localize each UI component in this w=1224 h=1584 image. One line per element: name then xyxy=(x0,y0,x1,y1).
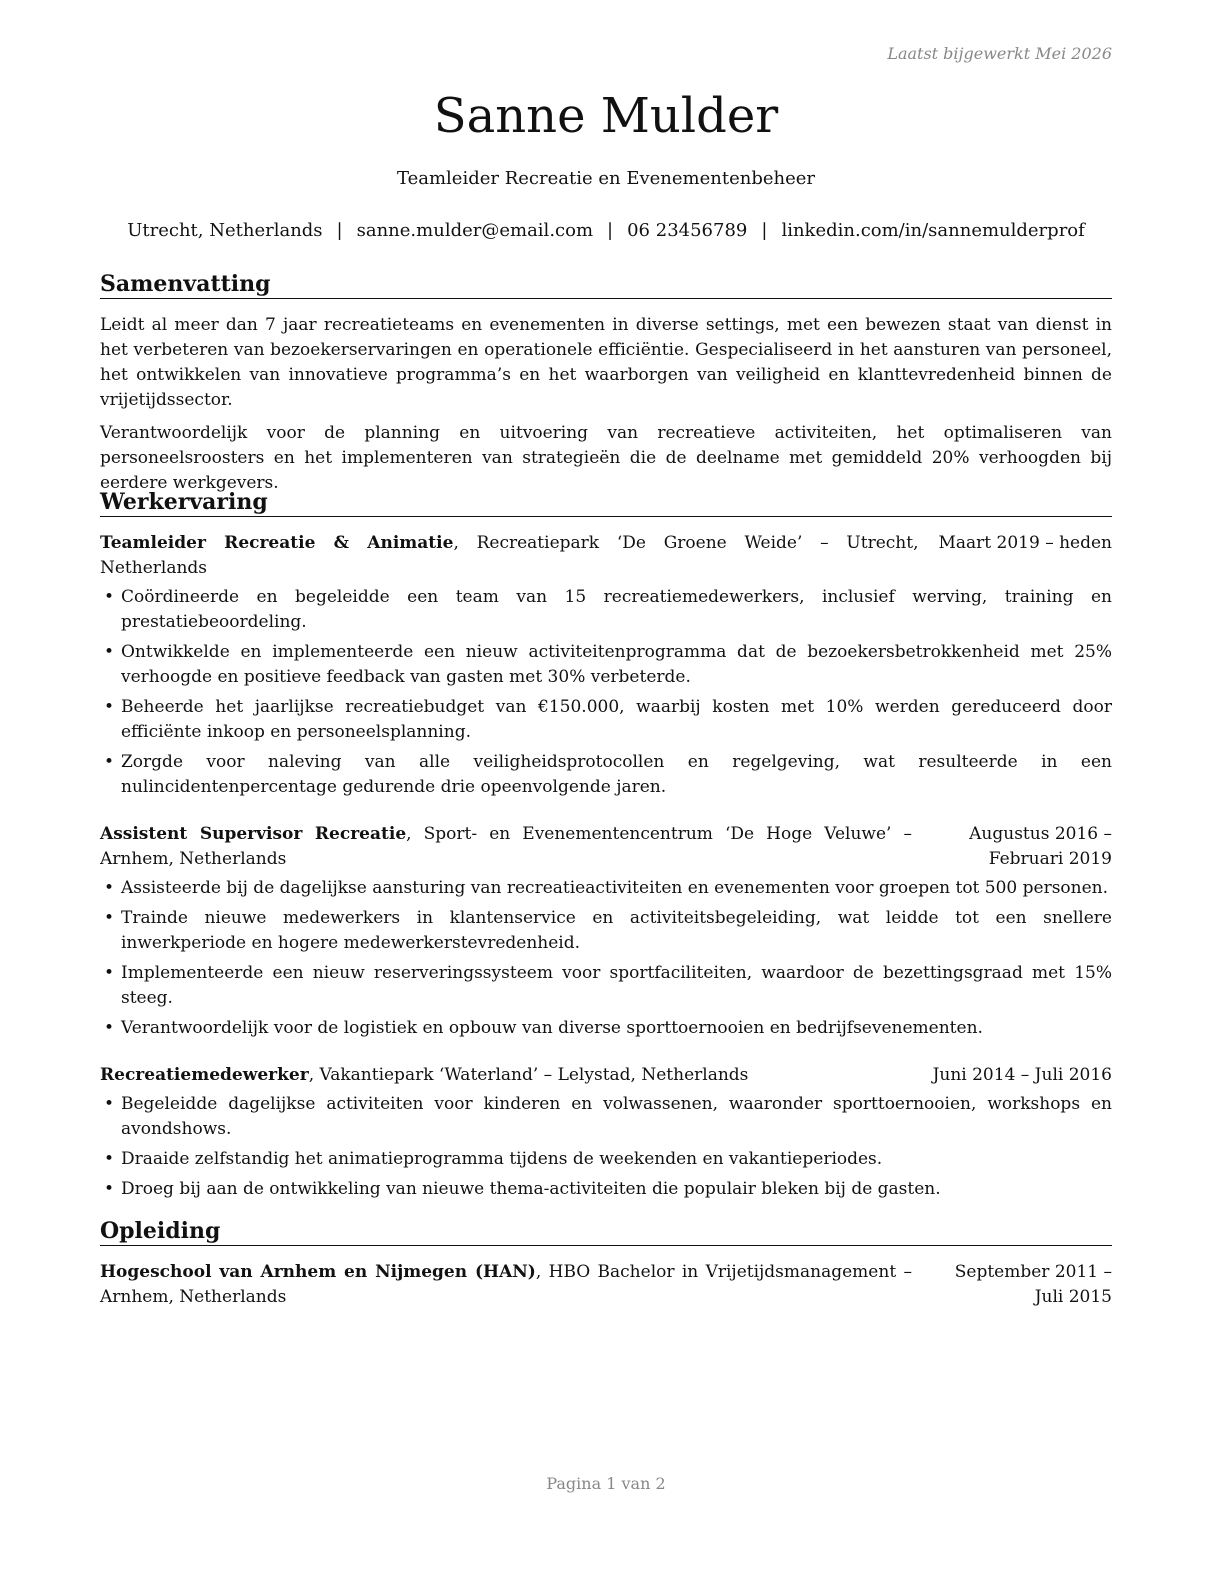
bullet-text: Trainde nieuwe medewerkers in klantenservice en activiteitsbegeleiding, wat leidde tot een snellere inwerkperiode en hogere medewerkerstevredenheid. xyxy=(121,908,1112,953)
job-bullets xyxy=(100,876,1112,1041)
education-dates: September 2011 – Juli 2015 xyxy=(954,1262,1112,1307)
summary-paragraph: Verantwoordelijk voor de planning en uitvoering van recreatieve activiteiten, het optimaliseren van personeelsroosters en het implementeren van strategieën die de deelname met gemiddeld 20% verhoogden bij eerdere werkgevers. xyxy=(100,423,1112,493)
bullet-icon: • xyxy=(104,1018,115,1038)
bullet-item xyxy=(100,1177,1112,1202)
candidate-headline: Teamleider Recreatie en Evenementenbeheer xyxy=(396,168,815,189)
contact-phone: 06 23456789 xyxy=(627,220,748,241)
job-bullets xyxy=(100,1092,1112,1202)
bullet-icon: • xyxy=(104,1149,115,1169)
page-number: Pagina 1 van 2 xyxy=(546,1474,666,1493)
section-title-education: Opleiding xyxy=(100,1217,1112,1246)
bullet-item xyxy=(100,1092,1112,1142)
bullet-item xyxy=(100,906,1112,956)
job-header xyxy=(100,822,1112,872)
bullet-text: Verantwoordelijk voor de logistiek en opbouw van diverse sporttoernooien en bedrijfsevenementen. xyxy=(121,1018,983,1038)
bullet-item xyxy=(100,961,1112,1011)
bullet-item xyxy=(100,640,1112,690)
bullet-icon: • xyxy=(104,642,115,662)
job-employer: , Recreatiepark ‘De Groene Weide’ – Utrecht, Netherlands xyxy=(100,533,919,578)
bullet-icon: • xyxy=(104,752,115,772)
bullet-text: Coördineerde en begeleidde een team van 15 recreatiemedewerkers, inclusief werving, training en prestatiebeoordeling. xyxy=(121,587,1112,632)
job-entry xyxy=(100,531,1112,800)
contact-separator: | xyxy=(607,220,614,241)
job-entry xyxy=(100,822,1112,1041)
contact-separator: | xyxy=(336,220,343,241)
job-dates: Maart 2019 – heden xyxy=(938,533,1112,553)
bullet-icon: • xyxy=(104,963,115,983)
job-header xyxy=(100,1063,1112,1088)
bullet-item xyxy=(100,750,1112,800)
bullet-text: Ontwikkelde en implementeerde een nieuw activiteitenprogramma dat de bezoekersbetrokkenheid met 25% verhoogde en positieve feedback van gasten met 30% verbeterde. xyxy=(121,642,1112,687)
bullet-item xyxy=(100,876,1112,901)
summary-paragraph: Leidt al meer dan 7 jaar recreatieteams en evenementen in diverse settings, met een bewezen staat van dienst in het verbeteren van bezoekerservaringen en operationele efficiëntie. Gespecialiseerd in het aansturen van personeel, het ontwikkelen van innovatieve programma’s en het waarborgen van veiligheid en klanttevredenheid binnen de vrijetijdssector. xyxy=(100,315,1112,410)
section-title-summary: Samenvatting xyxy=(100,270,1112,299)
bullet-text: Begeleidde dagelijkse activiteiten voor kinderen en volwassenen, waaronder sporttoernooien, workshops en avondshows. xyxy=(121,1094,1112,1139)
job-bullets xyxy=(100,585,1112,800)
bullet-icon: • xyxy=(104,1094,115,1114)
contact-separator: | xyxy=(761,220,768,241)
education-school: Hogeschool van Arnhem en Nijmegen (HAN) xyxy=(100,1262,536,1282)
job-title-line xyxy=(100,1063,933,1088)
contact-line xyxy=(100,219,1112,243)
job-title-line xyxy=(100,822,932,872)
job-title-line xyxy=(100,531,938,581)
bullet-item xyxy=(100,1016,1112,1041)
contact-location: Utrecht, Netherlands xyxy=(127,220,323,241)
education-section xyxy=(100,1217,1112,1310)
bullet-item xyxy=(100,585,1112,635)
job-role: Recreatiemedewerker xyxy=(100,1065,309,1085)
bullet-icon: • xyxy=(104,587,115,607)
experience-section xyxy=(100,488,1112,1224)
bullet-item xyxy=(100,695,1112,745)
bullet-text: Beheerde het jaarlijkse recreatiebudget van €150.000, waarbij kosten met 10% werden gereduceerd door efficiënte inkoop en personeelsplanning. xyxy=(121,697,1112,742)
bullet-icon: • xyxy=(104,1179,115,1199)
job-role: Assistent Supervisor Recreatie xyxy=(100,824,407,844)
job-employer: , Vakantiepark ‘Waterland’ – Lelystad, Netherlands xyxy=(308,1065,749,1085)
last-updated-note: Laatst bijgewerkt Mei 2026 xyxy=(887,44,1112,63)
job-dates: Augustus 2016 – Februari 2019 xyxy=(969,824,1112,869)
bullet-icon: • xyxy=(104,908,115,928)
bullet-text: Zorgde voor naleving van alle veiligheidsprotocollen en regelgeving, wat resulteerde in een nulincidentenpercentage gedurende drie opeenvolgende jaren. xyxy=(121,752,1112,797)
section-title-experience: Werkervaring xyxy=(100,488,1112,517)
bullet-text: Droeg bij aan de ontwikkeling van nieuwe thema-activiteiten die populair bleken bij de gasten. xyxy=(121,1179,941,1199)
job-entry xyxy=(100,1063,1112,1202)
job-employer: , Sport- en Evenementencentrum ‘De Hoge Veluwe’ – Arnhem, Netherlands xyxy=(100,824,912,869)
contact-email[interactable]: sanne.mulder@email.com xyxy=(356,220,594,241)
job-dates: Juni 2014 – Juli 2016 xyxy=(932,1065,1112,1085)
bullet-text: Draaide zelfstandig het animatieprogramma tijdens de weekenden en vakantieperiodes. xyxy=(121,1149,883,1169)
candidate-name: Sanne Mulder xyxy=(433,88,779,144)
education-entry xyxy=(100,1260,1112,1310)
education-line xyxy=(100,1260,932,1310)
summary-section xyxy=(100,270,1112,504)
bullet-item xyxy=(100,1147,1112,1172)
education-detail: , HBO Bachelor in Vrijetijdsmanagement – Arnhem, Netherlands xyxy=(100,1262,912,1307)
contact-linkedin[interactable]: linkedin.com/in/sannemulderprof xyxy=(781,220,1085,241)
job-role: Teamleider Recreatie & Animatie xyxy=(100,533,454,553)
bullet-icon: • xyxy=(104,697,115,717)
job-header xyxy=(100,531,1112,581)
bullet-text: Assisteerde bij de dagelijkse aansturing van recreatieactiviteiten en evenementen voor groepen tot 500 personen. xyxy=(121,878,1109,898)
resume-page xyxy=(100,0,1112,1584)
bullet-icon: • xyxy=(104,878,115,898)
bullet-text: Implementeerde een nieuw reserveringssysteem voor sportfaciliteiten, waardoor de bezettingsgraad met 15% steeg. xyxy=(121,963,1112,1008)
